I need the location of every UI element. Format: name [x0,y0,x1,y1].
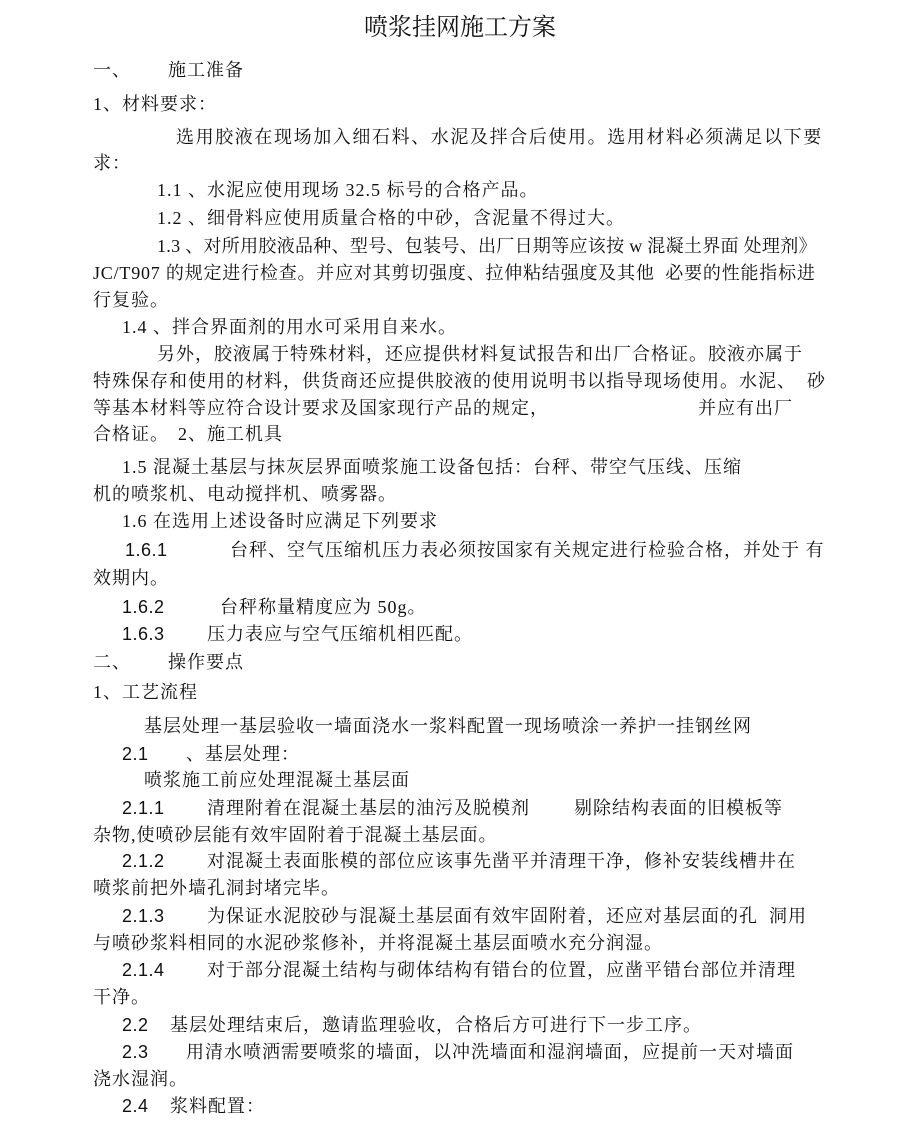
item-2-1-1-line1b: 剔除结构表面的旧模板等 [574,798,783,818]
item-2-3-line2: 浇水湿润。 [93,1069,188,1089]
item-1-5-line1: 1.5 混凝土基层与抹灰层界面喷浆施工设备包括：台秤、带空气压线、压缩 [122,457,742,477]
item-2-1-4-line1: 对于部分混凝土结构与砌体结构有错台的位置，应凿平错台部位并清理 [207,960,796,980]
item-1-6-1-line1: 台秤、空气压缩机压力表必须按国家有关规定进行检验合格，并处于 有 [230,540,825,560]
item-2-1-1-number: 2.1.1 [122,798,165,818]
item-2-1-title: 、基层处理： [186,744,300,764]
materials-note-line3: 等基本材料等应符合设计要求及国家现行产品的规定， [93,398,549,418]
item-2-3-line1: 用清水喷洒需要喷浆的墙面，以冲洗墙面和湿润墙面，应提前一天对墙面 [186,1042,794,1062]
item-1-6-3-text: 压力表应与空气压缩机相匹配。 [207,624,473,644]
item-2-1-1-line2: 杂物,使喷砂层能有效牢固附着于混凝土基层面。 [93,825,498,845]
item-1-1: 1.1 、水泥应使用现场 32.5 标号的合格产品。 [157,180,539,200]
item-2-2-number: 2.2 [122,1015,149,1035]
item-2-1-2-number: 2.1.2 [122,851,165,871]
item-1-2: 1.2 、细骨料应使用质量合格的中砂，含泥量不得过大。 [157,208,625,228]
item-2-4-text: 浆料配置： [170,1096,265,1116]
item-2-1-number: 2.1 [122,744,149,764]
materials-note-line3-tail: 并应有出厂 [698,398,793,418]
item-2-3-number: 2.3 [122,1042,149,1062]
item-2-1-3-line1: 为保证水泥胶砂与混凝土基层面有效牢固附着，还应对基层面的孔 洞用 [207,906,807,926]
item-1-6-2-number: 1.6.2 [122,597,165,617]
item-1-3-line1: 1.3 、对所用胶液品种、型号、包装号、出厂日期等应该按 w 混凝土界面 处理剂》 [157,236,817,256]
item-2-2-text: 基层处理结束后，邀请监理验收，合格后方可进行下一步工序。 [170,1015,702,1035]
item-1-4: 1.4 、拌合界面剂的用水可采用自来水。 [122,317,457,337]
item-1-6-2-text: 台秤称量精度应为 50g。 [220,597,427,617]
item-1-6-3-number: 1.6.3 [122,624,165,644]
item-1-6-1-line2: 效期内。 [93,568,169,588]
item-2-1-3-number: 2.1.3 [122,906,165,926]
item-2-1-2-line2: 喷浆前把外墙孔洞封堵完毕。 [93,878,340,898]
materials-intro-line1: 选用胶液在现场加入细石料、水泥及拌合后使用。选用材料必须满足以下要 [176,127,823,147]
part2-number: 二、 [93,652,131,672]
item-2-1-2-line1: 对混凝土表面胀模的部位应该事先凿平并清理干净，修补安装线槽井在 [207,851,796,871]
process-flow: 基层处理一基层验收一墙面浇水一浆料配置一现场喷涂一养护一挂钢丝网 [144,716,752,736]
materials-heading: 1、材料要求： [93,94,217,114]
equipment-heading: 2、施工机具 [178,424,283,444]
part2-heading: 操作要点 [168,652,244,672]
materials-note-line2: 特殊保存和使用的材料，供货商还应提供胶液的使用说明书以指导现场使用。水泥、 砂 [93,371,826,391]
item-1-3-line3: 行复验。 [93,290,169,310]
item-2-1-4-number: 2.1.4 [122,960,165,980]
item-1-5-line2: 机的喷浆机、电动搅拌机、喷雾器。 [93,484,397,504]
item-1-6-1-number: 1.6.1 [125,540,168,560]
item-2-1-1-line1a: 清理附着在混凝土基层的油污及脱模剂 [207,798,530,818]
materials-intro-line2: 求： [93,153,131,173]
document-title: 喷浆挂网施工方案 [364,15,556,41]
item-2-1-intro: 喷浆施工前应处理混凝土基层面 [144,770,410,790]
item-1-6: 1.6 在选用上述设备时应满足下列要求 [122,511,438,531]
item-1-3-line2: JC/T907 的规定进行检查。并应对其剪切强度、拉伸粘结强度及其他 必要的性能指标进 [93,263,816,283]
part1-number: 一、 [93,60,131,80]
item-2-1-4-line2: 干净。 [93,987,150,1007]
part1-heading: 施工准备 [168,60,244,80]
process-heading: 1、工艺流程 [93,682,198,702]
item-2-1-3-line2: 与喷砂浆料相同的水泥砂浆修补，并将混凝土基层面喷水充分润湿。 [93,933,663,953]
item-2-4-number: 2.4 [122,1096,149,1116]
materials-note-line4: 合格证。 [93,424,169,444]
materials-note-line1: 另外，胶液属于特殊材料，还应提供材料复试报告和出厂合格证。胶液亦属于 [157,344,803,364]
